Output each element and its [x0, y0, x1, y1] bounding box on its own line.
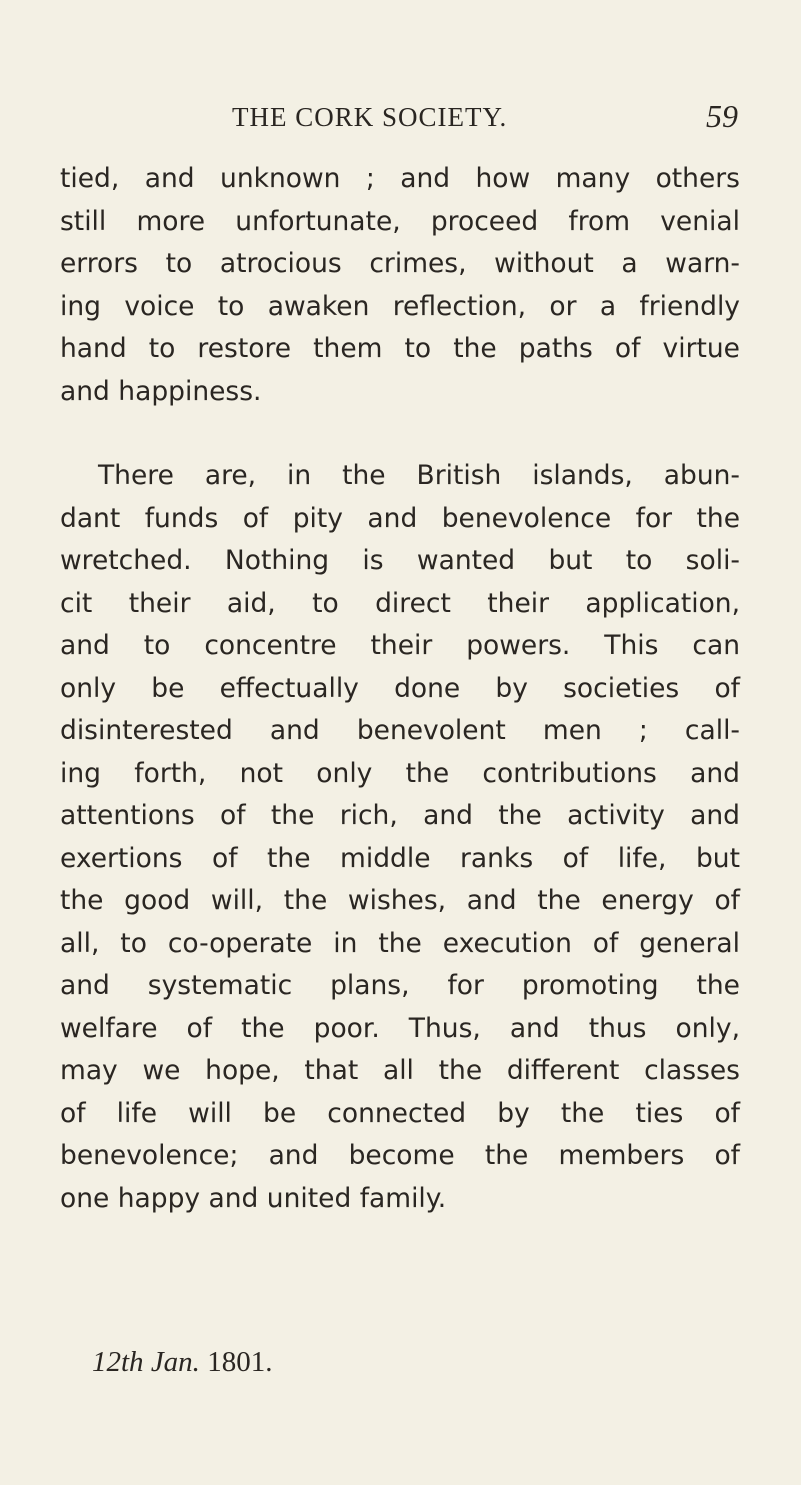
dateline [92, 1346, 272, 1379]
text-line: and to concentre their powers. This can [60, 630, 740, 661]
text-line: exertions of the middle ranks of life, but [60, 842, 740, 874]
dateline-day: 12th [92, 1346, 144, 1378]
text-line: and systematic plans, for promoting the [60, 970, 740, 1001]
text-line: ing voice to awaken reflection, or a friendly [60, 290, 740, 322]
text-line: one happy and united family. [60, 1182, 447, 1214]
text-line: attentions of the rich, and the activity and [60, 800, 740, 831]
text-line: dant funds of pity and benevolence for the [60, 502, 740, 534]
text-line: tied, and unknown ; and how many others [60, 163, 740, 194]
text-line: hand to restore them to the paths of virtue [60, 333, 740, 364]
text-line: and happiness. [60, 375, 262, 407]
text-line: the good will, the wishes, and the energy of [60, 885, 740, 916]
text-line: benevolence; and become the members of [60, 1140, 740, 1171]
text-line: ing forth, not only the contributions and [60, 757, 740, 789]
text-line: wretched. Nothing is wanted but to soli- [60, 545, 740, 576]
text-line: errors to atrocious crimes, without a warn- [60, 248, 740, 279]
dateline-month: Jan. [150, 1346, 200, 1378]
running-head-title: THE CORK SOCIETY. [232, 102, 508, 132]
text-line: may we hope, that all the different classes [60, 1055, 740, 1086]
paragraph [60, 455, 740, 1220]
page-number: 59 [706, 98, 738, 134]
text-line: welfare of the poor. Thus, and thus only, [60, 1012, 740, 1044]
text-line: cit their aid, to direct their application, [60, 587, 740, 619]
dateline-year: 1801. [207, 1346, 273, 1378]
paragraph-gap [60, 413, 740, 455]
running-head [60, 98, 740, 138]
text-line: There are, in the British islands, abun- [98, 460, 740, 491]
text-line: all, to co-operate in the execution of general [60, 927, 740, 959]
paragraph [60, 158, 740, 413]
text-line: of life will be connected by the ties of [60, 1097, 740, 1129]
body-text [60, 158, 740, 1220]
text-line: still more unfortunate, proceed from venial [60, 205, 740, 237]
text-line: only be effectually done by societies of [60, 672, 740, 704]
text-line: disinterested and benevolent men ; call- [60, 715, 740, 746]
